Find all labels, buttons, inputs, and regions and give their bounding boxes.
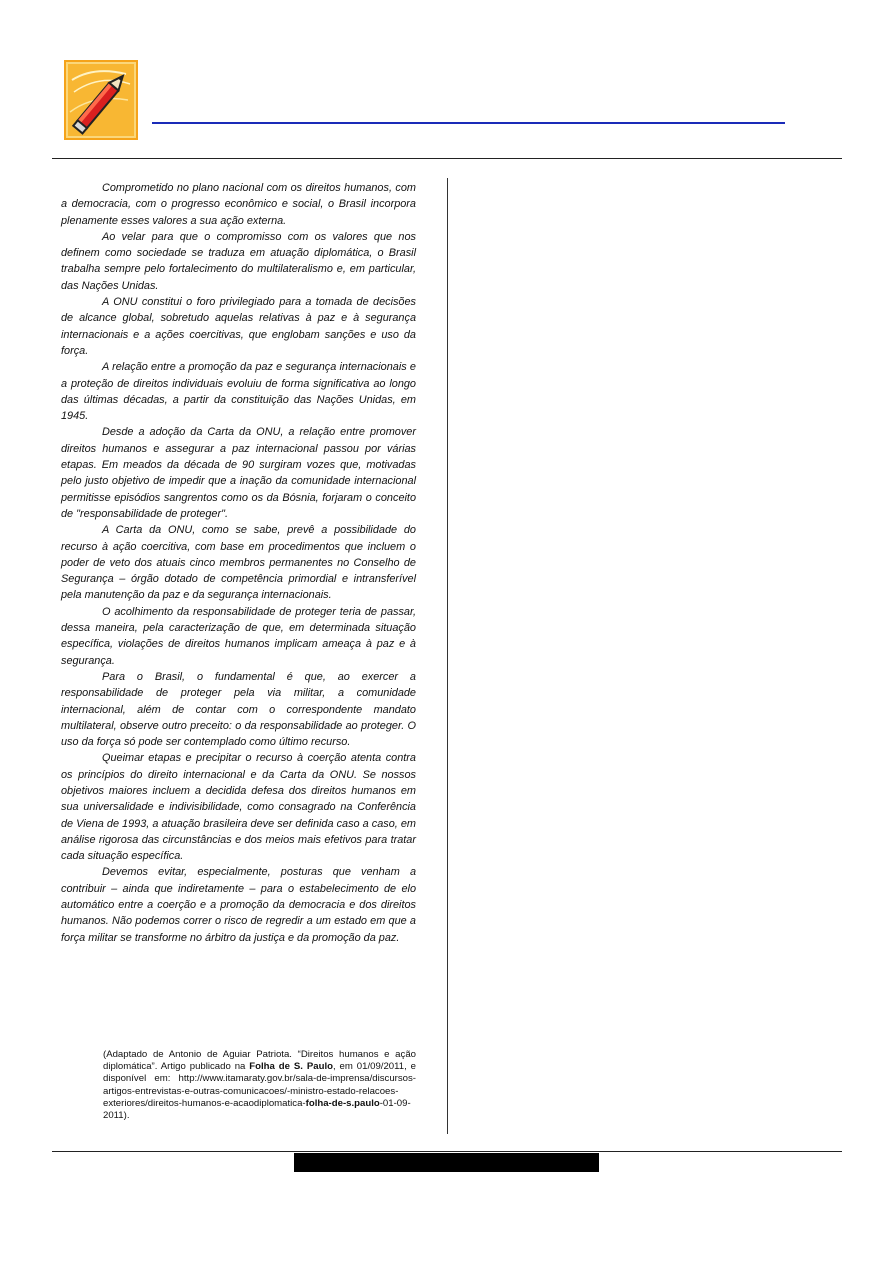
paragraph-9: Queimar etapas e precipitar o recurso à coerção atenta contra os princípios do direito internacional e da Carta da ONU. Se nossos objetivos maiores incluem a decidida defesa dos direitos humanos em sua universalidade e indivisibilidade, como consagrado na Conferência de Viena de 1993, a atuação brasileira deve ser definida caso a caso, em análise rigorosa das circunstâncias e dos meios mais efetivos para tratar cada situação específica. bbox=[61, 752, 416, 863]
column-divider bbox=[447, 178, 448, 1134]
citation-url-bold: folha-de-s.paulo bbox=[305, 1097, 380, 1109]
citation-newspaper: Folha de S. Paulo bbox=[249, 1061, 333, 1073]
bottom-divider bbox=[52, 1151, 842, 1152]
footer-bar bbox=[294, 1153, 599, 1172]
pencil-logo-icon bbox=[64, 60, 138, 140]
header-rule bbox=[152, 122, 785, 124]
paragraph-7: O acolhimento da responsabilidade de proteger teria de passar, dessa maneira, pela caracterização de que, em determinada situação específica, violações de direitos humanos implicam ameaça à paz e à segurança. bbox=[61, 605, 416, 667]
paragraph-6: A Carta da ONU, como se sabe, prevê a possibilidade do recurso à ação coercitiva, com base em procedimentos que incluem o poder de veto dos atuais cinco membros permanentes no Conselho de Segurança – órgão dotado de competência primordial e intransferível pela manutenção da paz e da segurança internacionais. bbox=[61, 524, 416, 602]
paragraph-1: Comprometido no plano nacional com os direitos humanos, com a democracia, com o progresso econômico e social, o Brasil incorpora plenamente esses valores a sua ação externa. bbox=[61, 182, 416, 227]
paragraph-8: Para o Brasil, o fundamental é que, ao exercer a responsabilidade de proteger pela via militar, a comunidade internacional, além de contar com o correspondente mandato multilateral, observe outro preceito: o da responsabilidade ao proteger. O uso da força só pode ser contemplado como último recurso. bbox=[61, 670, 416, 749]
source-citation bbox=[103, 1049, 416, 1122]
paragraph-5: Desde a adoção da Carta da ONU, a relação entre promover direitos humanos e assegurar a paz internacional passou por várias etapas. Em meados da década de 90 surgiram vozes que, motivadas pelo justo objetivo de impedir que a inação da comunidade internacional permitisse episódios sangrentos como os da Bósnia, forjaram o conceito de "responsabilidade de proteger". bbox=[61, 426, 416, 520]
article-text bbox=[61, 180, 416, 946]
top-divider bbox=[52, 158, 842, 159]
paragraph-3: A ONU constitui o foro privilegiado para a tomada de decisões de alcance global, sobretudo aquelas relativas à paz e à segurança internacionais e a ações coercitivas, que englobam sanções e uso da força. bbox=[61, 296, 416, 357]
paragraph-2: Ao velar para que o compromisso com os valores que nos definem como sociedade se traduza em atuação diplomática, o Brasil trabalha sempre pelo fortalecimento do multilateralismo e, em particular, das Nações Unidas. bbox=[61, 230, 416, 292]
citation-prefix: (Adaptado de Antonio de Aguiar Patriota. “Direitos humanos e ação diplomática”. Artigo publicado na bbox=[103, 1049, 416, 1073]
paragraph-4: A relação entre a promoção da paz e segurança internacionais e a proteção de direitos individuais evoluiu de forma significativa ao longo das últimas décadas, a partir da constituição das Nações Unidas, em 1945. bbox=[61, 361, 416, 423]
paragraph-10: Devemos evitar, especialmente, posturas que venham a contribuir – ainda que indiretamente – para o estabelecimento de elo automático entre a coerção e a promoção da democracia e dos direitos humanos. Não podemos correr o risco de regredir a um estado em que a força militar se transforme no árbitro da justiça e da promoção da paz. bbox=[61, 866, 416, 944]
citation-middle: , em 01/09/2011, e disponível em: http://www.itamaraty.gov.br/sala-de-imprensa/discursos-artigos-entrevistas-e-outras-comunicacoes/-ministro-estado-relacoes-exteriores/direitos-humanos-e-acaodiplomatica- bbox=[103, 1061, 416, 1109]
citation-suffix: -01-09-2011). bbox=[103, 1097, 411, 1122]
